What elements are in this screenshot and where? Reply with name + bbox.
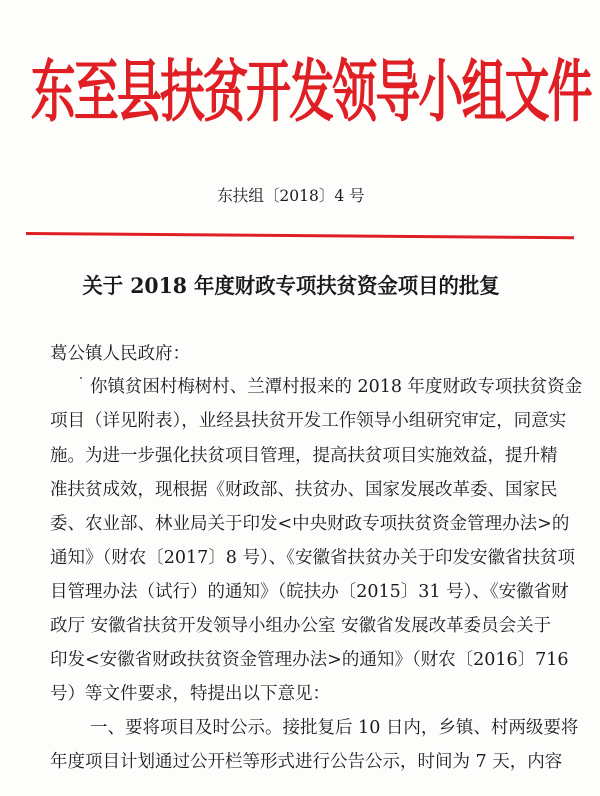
body-line: 施。为进一步强化扶贫项目管理，提高扶贫项目实施效益，提升精 (50, 446, 558, 466)
body-line: 准扶贫成效，现根据《财政部、扶贫办、国家发展改革委、国家民 (50, 480, 558, 500)
body-line: 政厅 安徽省扶贫开发领导小组办公室 安徽省发展改革委员会关于 (50, 616, 552, 636)
scan-speck (80, 377, 82, 379)
red-divider-line (26, 232, 574, 239)
addressee: 葛公镇人民政府： (50, 344, 190, 364)
body-line: 项目（详见附表），业经县扶贫开发工作领导小组研究审定，同意实 (50, 411, 567, 431)
document-header-title: 东至县扶贫开发领导小组文件 (30, 52, 591, 132)
body-line: 一、要将项目及时公示。接批复后 10 日内，乡镇、村两级要将 (90, 718, 579, 738)
body-line: 委、农业部、林业局关于印发<中央财政专项扶贫资金管理办法>的 (50, 514, 570, 534)
body-line: 号）等文件要求，特提出以下意见： (50, 684, 330, 704)
body-line: 目管理办法（试行）的通知》（皖扶办〔2015〕31 号）、《安徽省财 (50, 582, 569, 602)
body-line: 通知》（财农〔2017〕8 号）、《安徽省扶贫办关于印发安徽省扶贫项 (50, 548, 575, 568)
body-line: 年度项目计划通过公开栏等形式进行公告公示，时间为 7 天，内容 (50, 752, 563, 772)
document-number: 东扶组〔2018〕4 号 (217, 186, 365, 205)
body-line: 你镇贫困村梅树村、兰潭村报来的 2018 年度财政专项扶贫资金 (90, 377, 583, 397)
body-line: 印发<安徽省财政扶贫资金管理办法>的通知》（财农〔2016〕716 (50, 650, 569, 670)
document-subject: 关于 2018 年度财政专项扶贫资金项目的批复 (82, 273, 500, 298)
